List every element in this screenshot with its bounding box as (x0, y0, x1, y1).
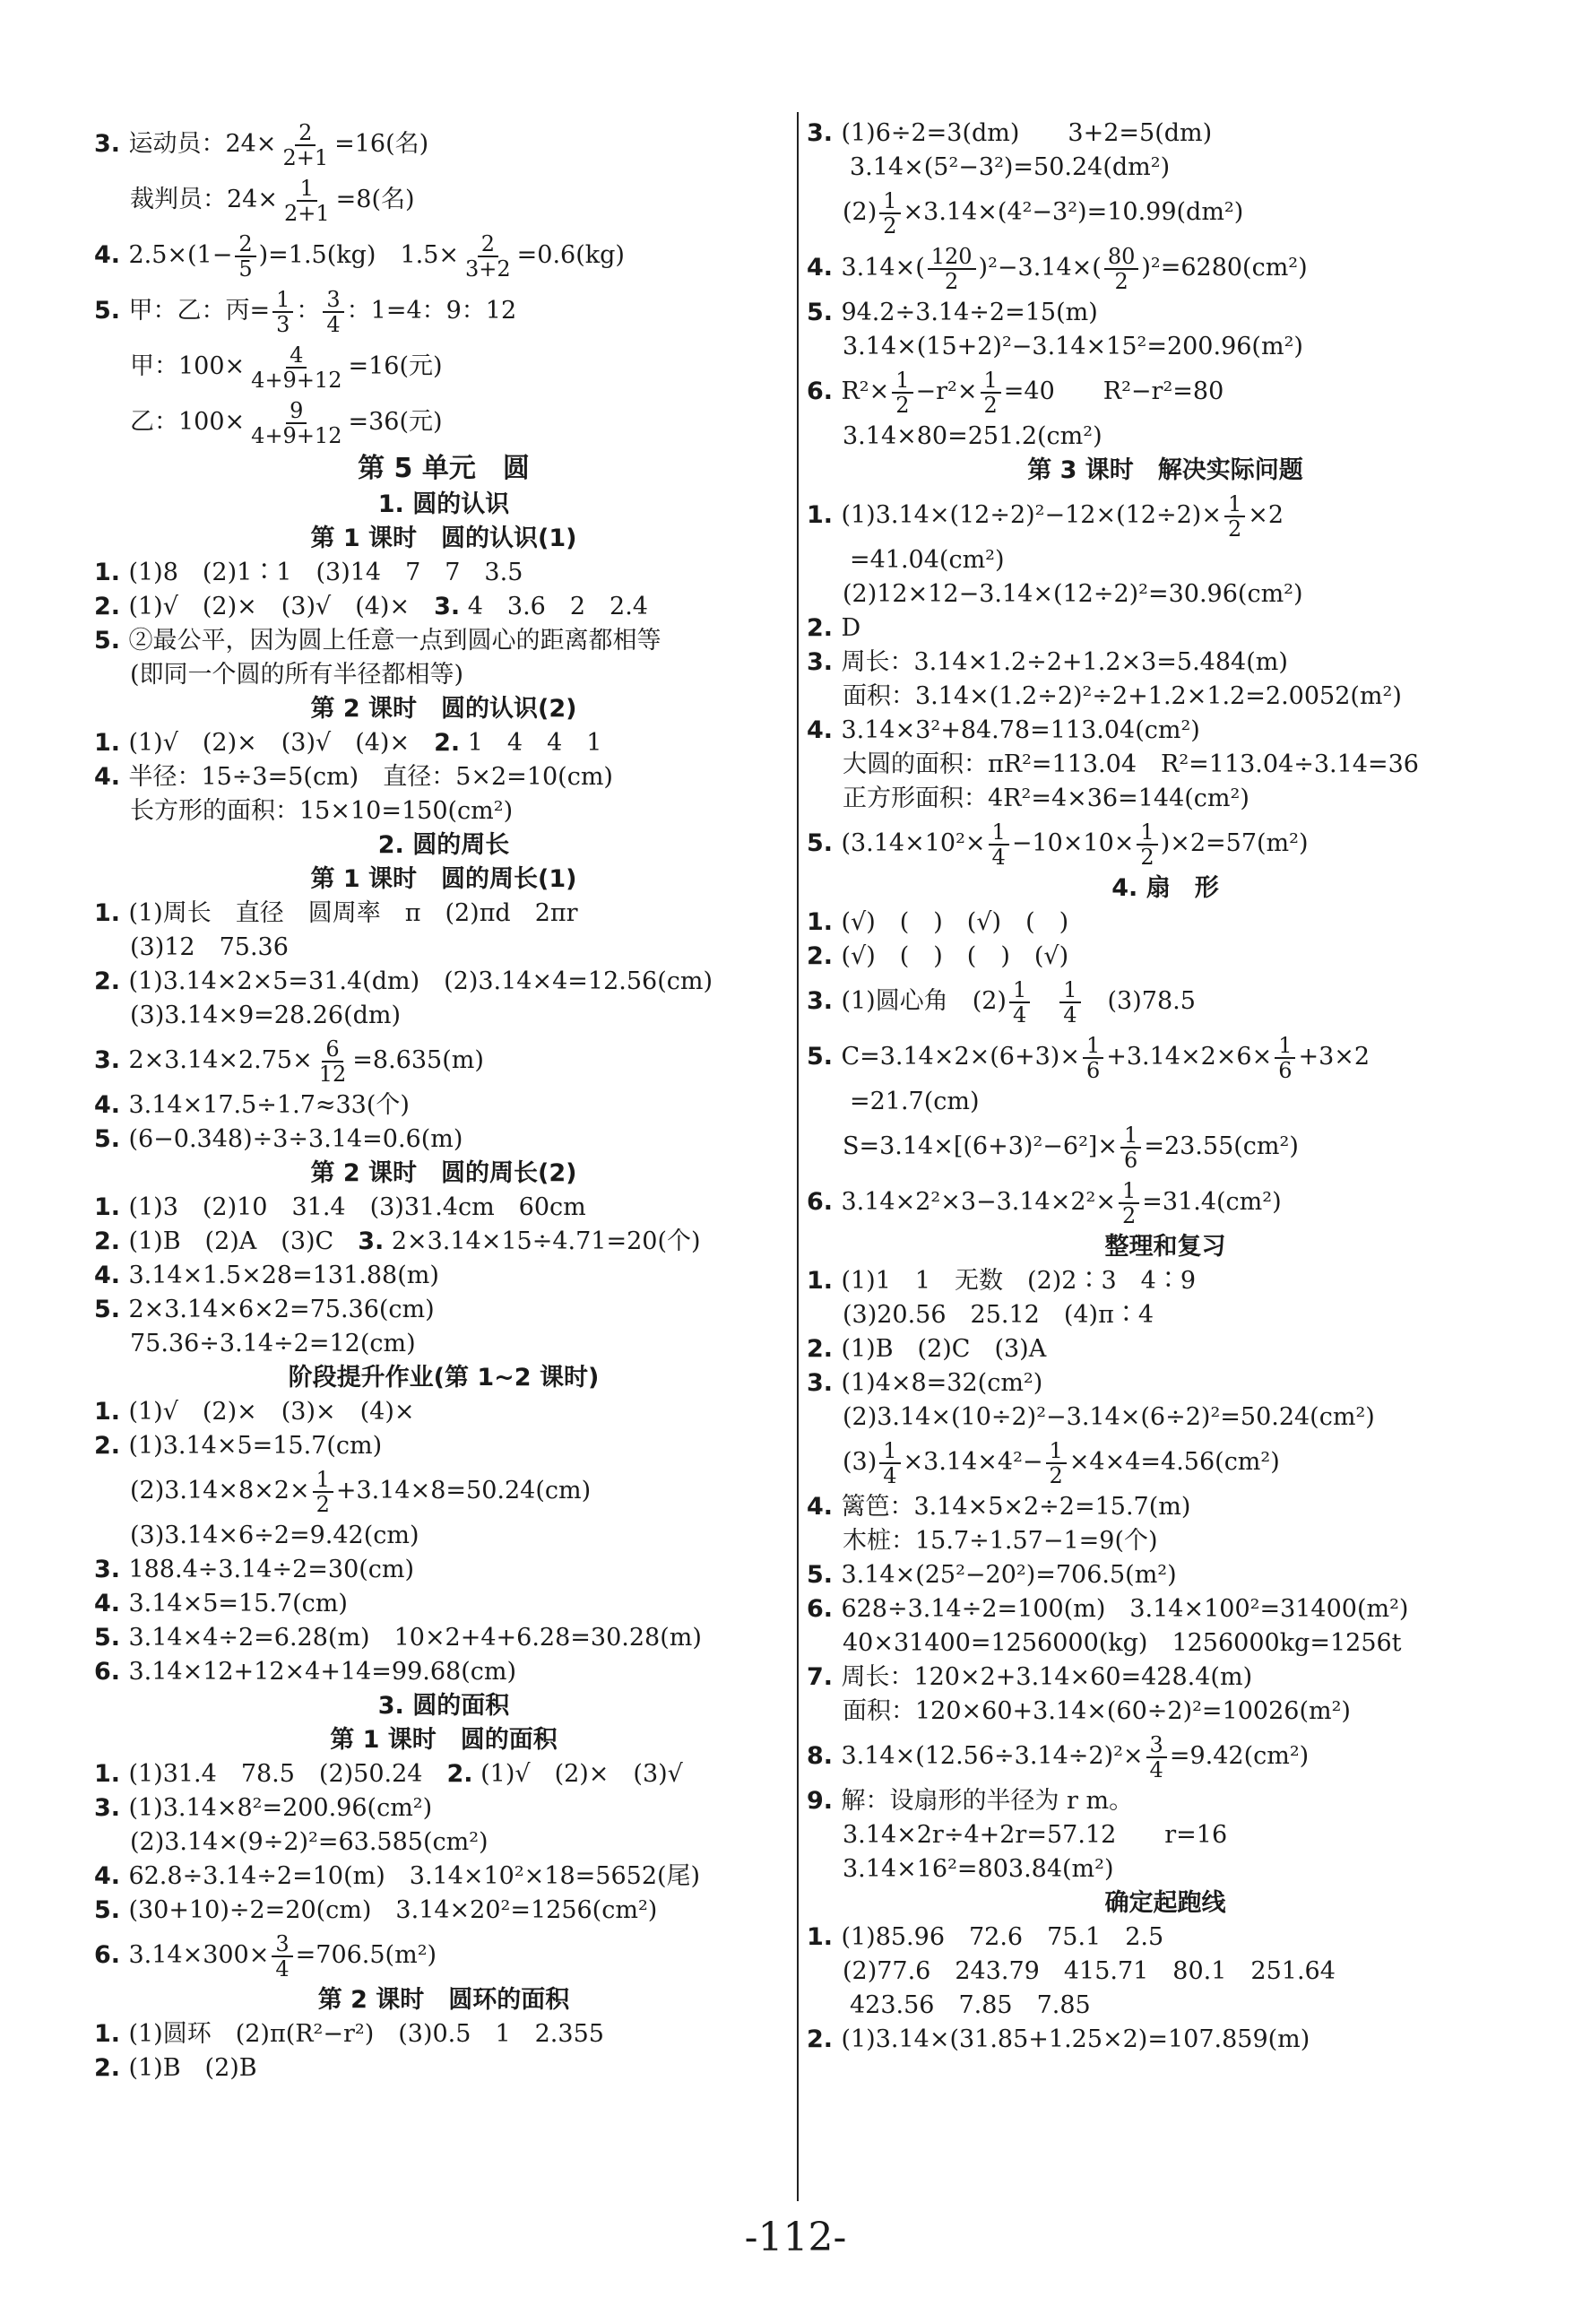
answer-line: (3) $\frac{1}{4}$ ×3.14×4²− $\frac{1}{2}$ ×4×4=4.56(cm²) (843, 1437, 1280, 1488)
answer-line: 3. (1)圆心角 (2) $\frac{1}{4}$ $\frac{1}{4}$ (3)78.5 (807, 976, 1196, 1028)
lesson-heading: 第 2 课时 圆的认识(2) (310, 695, 577, 723)
answer-line: (2)77.6 243.79 415.71 80.1 251.64 (843, 1957, 1336, 1985)
answer-line: (2)3.14×(10÷2)²−3.14×(6÷2)²=50.24(cm²) (843, 1403, 1375, 1431)
track-heading: 确定起跑线 (1104, 1889, 1226, 1917)
answer-line: S=3.14×[(6+3)²−6²]× $\frac{1}{6}$ =23.55(cm²) (843, 1122, 1299, 1173)
answer-line: (2)3.14×8×2× $\frac{1}{2}$ +3.14×8=50.24(cm) (130, 1466, 592, 1517)
answer-line: 5. 3.14×4÷2=6.28(m) 10×2+4+6.28=30.28(m) (94, 1624, 702, 1652)
answer-line: 1. (1)1 1 无数 (2)2∶3 4∶9 (807, 1267, 1197, 1295)
answer-line: 2. (1)3.14×(31.85+1.25×2)=107.859(m) (807, 2025, 1310, 2053)
stage-heading: 阶段提升作业(第 1~2 课时) (288, 1364, 600, 1392)
answer-line: 5. C=3.14×2×(6+3)× $\frac{1}{6}$ +3.14×2×6× $\frac{1}{6}$ +3×2 (807, 1032, 1371, 1083)
answer-line: 乙：100× $\frac{9}{4+9+12}$ =36(元) (130, 397, 443, 448)
answer-line: 4. 篱笆：3.14×5×2÷2=15.7(m) (807, 1493, 1191, 1521)
answer-line: 6. R²× $\frac{1}{2}$ −r²× $\frac{1}{2}$ =40 R²−r²=80 (807, 367, 1224, 418)
column-divider (797, 112, 799, 2201)
answer-line: 423.56 7.85 7.85 (850, 1991, 1091, 2019)
answer-line: (3)3.14×6÷2=9.42(cm) (130, 1522, 419, 1549)
answer-line: 5. (30+10)÷2=20(cm) 3.14×20²=1256(cm²) (94, 1896, 658, 1924)
right-column (807, 117, 1524, 2057)
answer-line: (2)3.14×(9÷2)²=63.585(cm²) (130, 1828, 489, 1856)
answer-line: 2. (√) ( ) ( ) (√) (807, 942, 1069, 970)
answer-line: 1. (1)31.4 78.5 (2)50.24 2. (1)√ (2)× (3)√ (94, 1760, 683, 1788)
answer-line: 6. 3.14×300× $\frac{3}{4}$ =706.5(m²) (94, 1930, 437, 1981)
answer-line: 40×31400=1256000(kg) 1256000kg=1256t (843, 1629, 1402, 1657)
answer-line: 4. 3.14×3²+84.78=113.04(cm²) (807, 716, 1200, 744)
answer-line: 1. (1)圆环 (2)π(R²−r²) (3)0.5 1 2.355 (94, 2020, 604, 2048)
answer-line: 2. (1)B (2)B (94, 2054, 257, 2082)
review-heading: 整理和复习 (1104, 1233, 1226, 1261)
answer-line: 2. (1)B (2)C (3)A (807, 1335, 1047, 1363)
answer-line: 4. 3.14×1.5×28=131.88(m) (94, 1262, 439, 1289)
answer-line: 1. (√) ( ) (√) ( ) (807, 908, 1069, 936)
answer-line: 面积：3.14×(1.2÷2)²÷2+1.2×1.2=2.0052(m²) (843, 682, 1402, 710)
lesson-heading: 第 1 课时 圆的认识(1) (310, 525, 577, 552)
answer-line: (3)20.56 25.12 (4)π∶4 (843, 1301, 1154, 1329)
answer-line: 1. (1)85.96 72.6 75.1 2.5 (807, 1923, 1164, 1951)
answer-line: 3. (1)6÷2=3(dm) 3+2=5(dm) (807, 119, 1213, 147)
answer-line: 8. 3.14×(12.56÷3.14÷2)²× $\frac{3}{4}$ =9.42(cm²) (807, 1731, 1310, 1782)
section-heading: 1. 圆的认识 (377, 490, 510, 518)
answer-line: 3.14×80=251.2(cm²) (843, 422, 1102, 450)
answer-line: 面积：120×60+3.14×(60÷2)²=10026(m²) (843, 1697, 1351, 1725)
answer-line: 3.14×(15+2)²−3.14×15²=200.96(m²) (843, 333, 1303, 360)
answer-line: 5. ②最公平，因为圆上任意一点到圆心的距离都相等 (94, 627, 661, 655)
answer-line: 1. (1)3 (2)10 31.4 (3)31.4cm 60cm (94, 1193, 586, 1221)
answer-line: 1. (1)√ (2)× (3)√ (4)× 2. 1 4 4 1 (94, 729, 602, 757)
page-number: -112- (744, 2215, 847, 2260)
answer-line: 3. 2×3.14×2.75× $\frac{6}{12}$ =8.635(m) (94, 1036, 484, 1087)
answer-line: 5. 甲：乙：丙= $\frac{1}{3}$ ： $\frac{3}{4}$ ：1=4：9：12 (94, 286, 517, 337)
answer-line: 75.36÷3.14÷2=12(cm) (130, 1330, 416, 1357)
section-heading: 3. 圆的面积 (377, 1692, 510, 1720)
section-heading: 2. 圆的周长 (377, 831, 510, 859)
answer-line: 正方形面积：4R²=4×36=144(cm²) (843, 785, 1249, 812)
answer-line: 7. 周长：120×2+3.14×60=428.4(m) (807, 1663, 1253, 1691)
answer-line: 6. 3.14×2²×3−3.14×2²× $\frac{1}{2}$ =31.4(cm²) (807, 1177, 1282, 1228)
answer-line: 1. (1)周长 直径 圆周率 π (2)πd 2πr (94, 899, 578, 927)
section-heading: 4. 扇 形 (1111, 874, 1219, 902)
answer-line: (3)3.14×9=28.26(dm) (130, 1002, 402, 1029)
answer-line: 3. (1)3.14×8²=200.96(cm²) (94, 1794, 433, 1822)
answer-line: 6. 628÷3.14÷2=100(m) 3.14×100²=31400(m²) (807, 1595, 1409, 1623)
answer-line: 5. 2×3.14×6×2=75.36(cm) (94, 1296, 435, 1323)
answer-line: 2. (1)√ (2)× (3)√ (4)× 3. 4 3.6 2 2.4 (94, 593, 648, 620)
answer-line: 3. 运动员：24× $\frac{2}{2+1}$ =16(名) (94, 119, 429, 170)
answer-line: 5. 94.2÷3.14÷2=15(m) (807, 299, 1098, 326)
answer-line: 1. (1)3.14×(12÷2)²−12×(12÷2)× $\frac{1}{2}$ ×2 (807, 490, 1284, 542)
answer-line: 3.14×(5²−3²)=50.24(dm²) (850, 153, 1171, 181)
unit-heading: 第 5 单元 圆 (358, 453, 530, 484)
answer-line: (2)12×12−3.14×(12÷2)²=30.96(cm²) (843, 580, 1303, 608)
answer-line: 4. 62.8÷3.14÷2=10(m) 3.14×10²×18=5652(尾) (94, 1862, 701, 1890)
answer-line: 9. 解：设扇形的半径为 r m。 (807, 1787, 1134, 1815)
answer-line: 3.14×16²=803.84(m²) (843, 1855, 1114, 1883)
left-column (94, 117, 793, 2086)
answer-line: 甲：100× $\frac{4}{4+9+12}$ =16(元) (130, 342, 443, 393)
lesson-heading: 第 3 课时 解决实际问题 (1027, 456, 1303, 484)
lesson-heading: 第 1 课时 圆的面积 (330, 1726, 558, 1754)
answer-line: 大圆的面积：πR²=113.04 R²=113.04÷3.14=36 (843, 750, 1419, 778)
answer-line: 4. 3.14×5=15.7(cm) (94, 1590, 348, 1617)
answer-line: 长方形的面积：15×10=150(cm²) (130, 797, 514, 825)
answer-line: 5. (6−0.348)÷3÷3.14=0.6(m) (94, 1125, 463, 1153)
lesson-heading: 第 1 课时 圆的周长(1) (310, 865, 577, 893)
answer-line: 4. 半径：15÷3=5(cm) 直径：5×2=10(cm) (94, 763, 613, 791)
answer-line: 2. (1)B (2)A (3)C 3. 2×3.14×15÷4.71=20(个) (94, 1227, 701, 1255)
answer-line: 3.14×2r÷4+2r=57.12 r=16 (843, 1821, 1228, 1849)
answer-line: 6. 3.14×12+12×4+14=99.68(cm) (94, 1658, 517, 1686)
answer-line: =21.7(cm) (850, 1088, 980, 1115)
answer-line: 5. (3.14×10²× $\frac{1}{4}$ −10×10× $\frac{1}{2}$ )×2=57(m²) (807, 819, 1309, 870)
answer-line: 5. 3.14×(25²−20²)=706.5(m²) (807, 1561, 1177, 1589)
answer-line: 3. 188.4÷3.14÷2=30(cm) (94, 1556, 415, 1583)
answer-line: 裁判员：24× $\frac{1}{2+1}$ =8(名) (130, 175, 415, 226)
answer-line: 1. (1)√ (2)× (3)× (4)× (94, 1398, 415, 1426)
answer-line: 4. 3.14×( $\frac{120}{2}$ )²−3.14×( $\frac{80}{2}$ )²=6280(cm²) (807, 243, 1308, 294)
answer-line: 4. 2.5×(1− $\frac{2}{5}$ )=1.5(kg) 1.5× $\frac{2}{3+2}$ =0.6(kg) (94, 230, 625, 282)
answer-line: 1. (1)8 (2)1∶1 (3)14 7 7 3.5 (94, 559, 523, 586)
lesson-heading: 第 2 课时 圆的周长(2) (310, 1159, 577, 1187)
answer-line: 木桩：15.7÷1.57−1=9(个) (843, 1527, 1158, 1555)
answer-line: (2) $\frac{1}{2}$ ×3.14×(4²−3²)=10.99(dm²) (843, 187, 1244, 238)
answer-line: 2. D (807, 614, 861, 642)
answer-line: (即同一个圆的所有半径都相等) (130, 661, 464, 689)
answer-line: 4. 3.14×17.5÷1.7≈33(个) (94, 1091, 410, 1119)
answer-line: (3)12 75.36 (130, 933, 289, 961)
answer-line: 3. 周长：3.14×1.2÷2+1.2×3=5.484(m) (807, 648, 1288, 676)
answer-line: 3. (1)4×8=32(cm²) (807, 1369, 1043, 1397)
answer-line: 2. (1)3.14×5=15.7(cm) (94, 1432, 383, 1460)
lesson-heading: 第 2 课时 圆环的面积 (317, 1986, 570, 2014)
answer-line: 2. (1)3.14×2×5=31.4(dm) (2)3.14×4=12.56(cm) (94, 967, 713, 995)
answer-line: =41.04(cm²) (850, 546, 1005, 574)
